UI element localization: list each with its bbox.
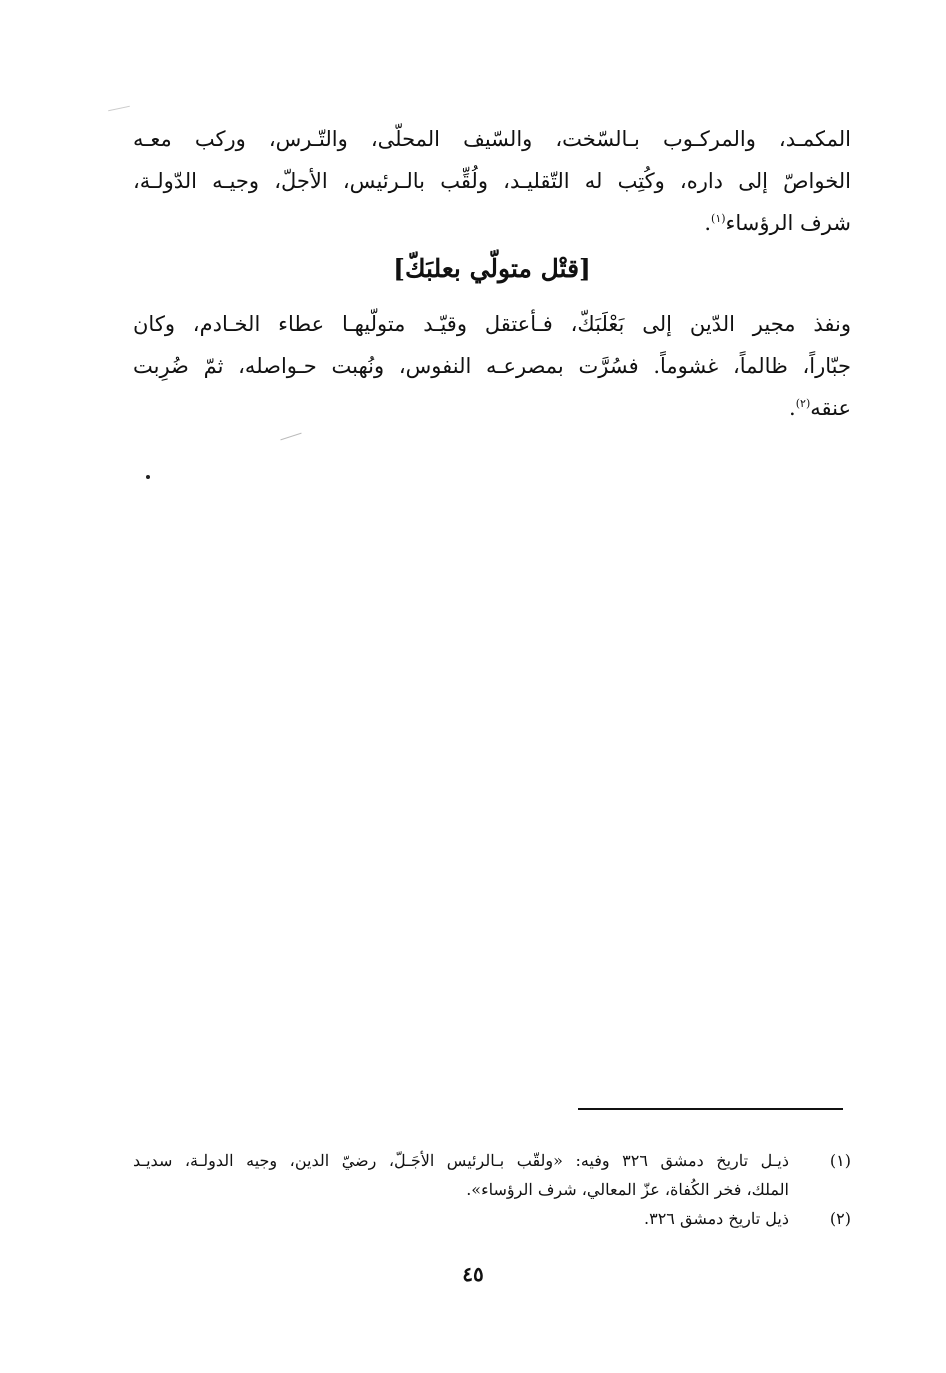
paragraph-line: المكمـد، والمركـوب بـالسّخت، والسّيف المحلّى، والتّـرس، وركب معـه <box>133 127 851 151</box>
paragraph-line-text: عنقه <box>810 396 851 420</box>
paragraph-line-text: شرف الرؤساء <box>725 211 851 235</box>
footnote-text <box>133 1146 789 1204</box>
footnote-reference[interactable]: (٢) <box>795 397 811 410</box>
footnote-line: ذيـل تاريخ دمشق ٣٢٦ وفيه: «ولقّب بـالرئيس الأجَـلّ، رضيّ الدين، وجيه الدولـة، سديـد <box>133 1151 790 1170</box>
body-paragraph-2 <box>133 303 851 429</box>
footnote-line: الملك، فخر الكُفاة، عزّ المعالي، شرف الرؤساء». <box>466 1180 789 1199</box>
footnote-2 <box>133 1204 851 1233</box>
sentence-end-punctuation: . <box>789 396 796 420</box>
footnote-text <box>133 1204 789 1233</box>
footnote-separator-rule <box>578 1108 843 1110</box>
footnote-number: (١) <box>829 1151 851 1170</box>
scan-artifact-mark <box>108 106 130 112</box>
paragraph-line: جبّاراً، ظالماً، غشوماً. فسُرَّت بمصرعـه النفوس، ونُهبت حـواصله، ثمّ ضُرِبت <box>133 354 851 378</box>
footnote-1 <box>133 1146 851 1204</box>
footnotes-section <box>133 1146 851 1233</box>
footnote-reference[interactable]: (١) <box>711 212 726 225</box>
section-heading: [قتْل متولّي بعلبَكّ] <box>393 254 591 283</box>
page-number: ٤٥ <box>462 1262 484 1286</box>
body-paragraph-1 <box>133 118 851 244</box>
paragraph-line-last <box>133 202 851 244</box>
sentence-end-punctuation: . <box>704 211 712 235</box>
footnote-line: ذيل تاريخ دمشق ٣٢٦. <box>644 1209 789 1228</box>
footnote-number: (٢) <box>829 1209 851 1228</box>
paragraph-line: الخواصّ إلى داره، وكُتِب له التّقليـد، ولُقِّب بالـرئيس، الأجلّ، وجيـه الدّولـة، <box>133 169 851 193</box>
ink-speck <box>146 475 150 479</box>
scan-artifact-mark <box>280 433 301 441</box>
paragraph-line-last <box>133 387 851 429</box>
paragraph-line: ونفذ مجير الدّين إلى بَعْلَبَكّ، فـأعتقل وقيّـد متولّيهـا عطاء الخـادم، وكان <box>133 312 851 336</box>
